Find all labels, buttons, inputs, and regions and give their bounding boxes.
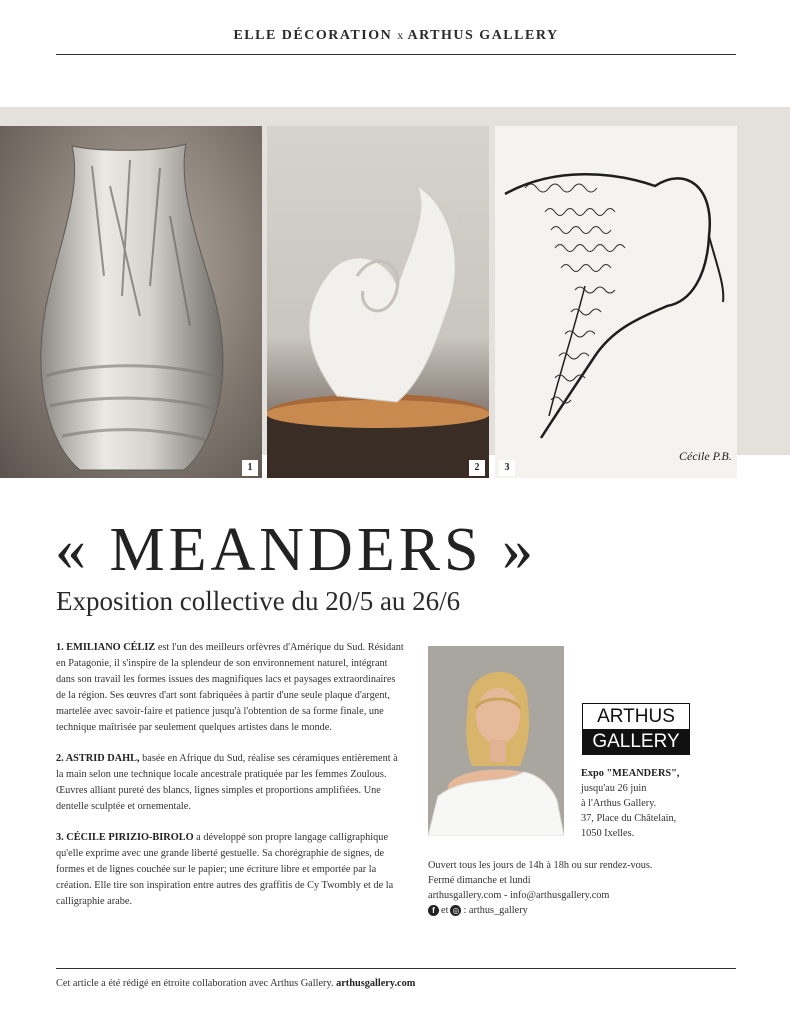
opening-hours: Ouvert tous les jours de 14h à 18h ou sur rendez-vous. (428, 860, 653, 871)
facebook-icon[interactable]: f (428, 905, 439, 916)
artist-text-1: est l'un des meilleurs orfèvres d'Amérique du Sud. Résidant en Patagonie, il s'inspire de la splendeur de son environnement naturel, intégrant dans son travail les formes issues des magnifiques lacs et paysages extraordinaires de la région. Ses œuvres d'art sont fabriquées à partir d'une seule plaque d'argent, martelée avec savoir-faire et patience jusqu'à l'obtention de sa forme finale, une technique maîtrisée par seulement quelques artistes dans le monde. (56, 642, 404, 733)
article-paragraph-2 (56, 751, 406, 815)
instagram-icon[interactable]: ◎ (450, 905, 461, 916)
expo-address: 37, Place du Châtelain, (581, 813, 677, 824)
drawing-signature: Cécile P.B. (679, 449, 732, 463)
ceramic-sculpture-illustration (267, 126, 489, 478)
masthead-separator: x (397, 28, 404, 42)
logo-line-2: GALLERY (583, 729, 689, 754)
artist-name-2: 2. ASTRID DAHL, (56, 753, 140, 764)
photo-ceramic-sculpture (267, 126, 489, 478)
article-paragraph-1 (56, 640, 406, 736)
social-handles (428, 903, 748, 918)
artist-name-1: 1. EMILIANO CÉLIZ (56, 642, 156, 653)
gallery-contact (428, 858, 748, 918)
photo-number-1: 1 (242, 460, 258, 476)
photo-number-3: 3 (499, 460, 515, 476)
calligraphy-illustration (495, 126, 737, 478)
logo-line-1: ARTHUS (597, 706, 675, 727)
footer-note: Cet article a été rédigé en étroite collaboration avec Arthus Gallery. (56, 978, 337, 989)
social-et: et (441, 905, 449, 916)
article-footer (56, 968, 736, 989)
portrait-illustration (428, 646, 564, 836)
closing-days: Fermé dimanche et lundi (428, 875, 531, 886)
silver-vase-illustration (0, 126, 262, 478)
artist-text-2: basée en Afrique du Sud, réalise ses céramiques entièrement à la main selon une technique locale ancestrale pratiquée par les femmes Zoulous. Œuvres alliant pureté des blancs, lignes simples et proportions amplifiées. Une dentelle sculptée et ornementale. (56, 753, 398, 812)
article-paragraph-3 (56, 830, 406, 910)
article-body (56, 640, 406, 925)
article-title: « MEANDERS » (55, 516, 538, 584)
photo-calligraphy-drawing (495, 126, 737, 478)
expo-venue: à l'Arthus Gallery. (581, 798, 657, 809)
footer-link[interactable]: arthusgallery.com (336, 978, 416, 989)
photo-silver-vase (0, 126, 262, 478)
expo-title: Expo "MEANDERS", (581, 768, 680, 779)
article-subtitle: Exposition collective du 20/5 au 26/6 (56, 586, 461, 616)
gallery-web-email[interactable]: arthusgallery.com - info@arthusgallery.com (428, 890, 610, 901)
photo-number-2: 2 (469, 460, 485, 476)
arthus-gallery-logo (582, 703, 690, 755)
social-handle[interactable]: : arthus_gallery (463, 905, 528, 916)
masthead (56, 28, 736, 55)
artist-name-3: 3. CÉCILE PIRIZIO-BIROLO (56, 832, 194, 843)
expo-city: 1050 Ixelles. (581, 828, 635, 839)
gallery-owner-portrait (428, 646, 564, 836)
masthead-right: ARTHUS GALLERY (407, 28, 559, 43)
artist-text-3: a développé son propre langage calligraphique qu'elle exprime avec une grande liberté gestuelle. Sa chorégraphie de signes, de formes et de lignes couchée sur le papier; une écriture libre et emportée par la création. Elle tire son inspiration entre autres des graffitis de Cy Twombly et de la calligraphie arabe. (56, 832, 394, 907)
expo-info (581, 766, 721, 841)
expo-dates: jusqu'au 26 juin (581, 783, 647, 794)
masthead-left: ELLE DÉCORATION (233, 28, 393, 43)
